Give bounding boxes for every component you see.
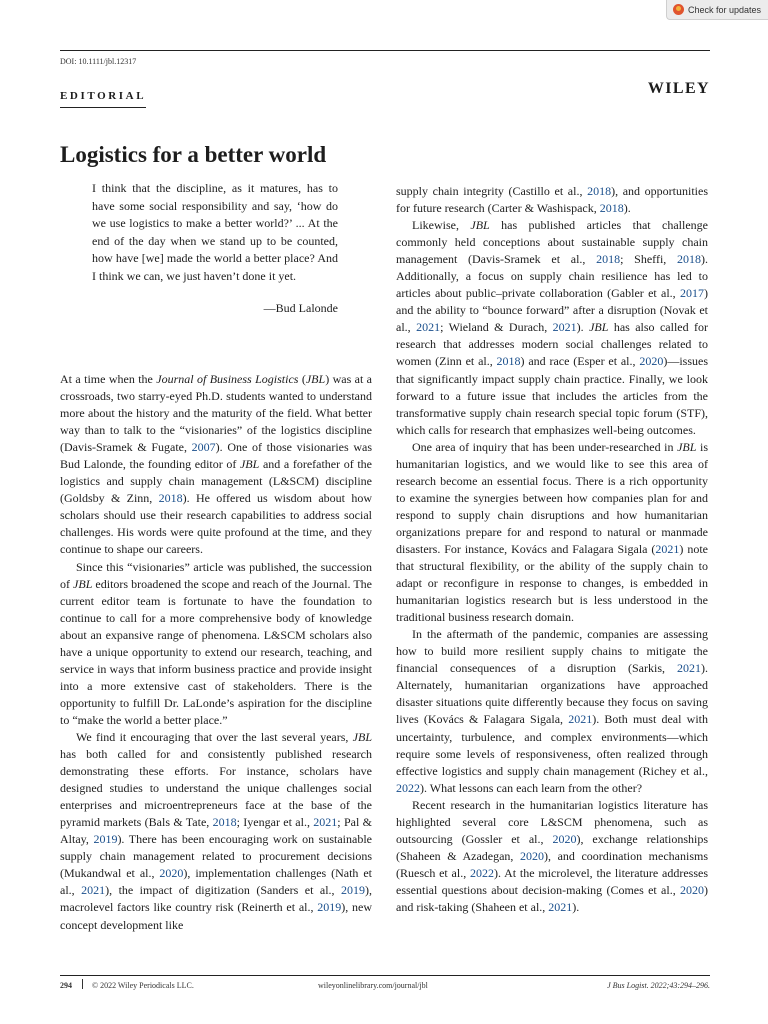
page-number: 294 bbox=[60, 981, 72, 990]
journal-url[interactable]: wileyonlinelibrary.com/journal/jbl bbox=[318, 981, 428, 990]
body-paragraph: Likewise, JBL has published articles that challenge commonly held conceptions about sustainable supply chain management (Davis-Sramek et al., 2018; Sheffi, 2018). Additionally, a focus on supply chain resilience has led to articles about public–private collaboration (Gabler et al., 2017) and the ability to “bounce forward” after a disruption (Novak et al., 2021; Wieland & Durach, 2021). JBL has also called for research that addresses modern social challenges related to women (Zinn et al., 2018) and race (Esper et al., 2020)—issues that significantly impact supply chain practice. Finally, we look forward to a future issue that includes the articles from the transformative supply chain research special topic forum (STF), which calls for research that emphasizes well-being outcomes. bbox=[396, 218, 709, 437]
section-label: EDITORIAL bbox=[60, 90, 147, 102]
epigraph-quote: I think that the discipline, as it matures, has to have some social responsibility and say, ‘how do we use logistics to make a better world?’ ... At the end of the day when we stand up to be counted, how have [we] made the world a better place? And I think we can, we just haven’t done it yet. bbox=[92, 181, 338, 283]
copyright: © 2022 Wiley Periodicals LLC. bbox=[92, 981, 194, 990]
body-column-right bbox=[396, 183, 708, 916]
check-for-updates-button[interactable] bbox=[666, 0, 768, 20]
header-rule bbox=[60, 50, 710, 51]
footer-rule bbox=[60, 975, 710, 976]
crossmark-icon bbox=[673, 4, 684, 15]
publisher-logo: WILEY bbox=[647, 80, 710, 97]
epigraph-attribution: —Bud Lalonde bbox=[263, 301, 338, 315]
body-paragraph: One area of inquiry that has been under-researched in JBL is humanitarian logistics, and we would like to see this area of research become an essential focus. There is a rich opportunity to examine the synergies between how companies plan for and respond to supply chain disruptions and how humanitarian organizations prepare for and respond to natural or manmade disasters. For instance, Kovács and Falagara Sigala (2021) note that structural flexibility, or the ability of the supply chain to adapt or reconfigure in response to changes, is embedded in humanitarian logistics research but is less understood in the traditional business research domain. bbox=[396, 439, 708, 625]
body-paragraph: We find it encouraging that over the last several years, JBL has both called for and consistently published research demonstrating these efforts. For instance, scholars have designed studies to understand the unique challenges social enterprises and microentrepreneurs face at the base of the pyramid markets (Bals & Tate, 2018; Iyengar et al., 2021; Pal & Altay, 2019). There has been encouraging work on sustainable supply chain management related to procurement decisions (Mukandwal et al., 2020), implementation challenges (Nath et al., 2021), the impact of digitization (Sanders et al., 2019), macrolevel factors like country risk (Reinerth et al., 2019), new concept development like bbox=[60, 729, 373, 932]
body-column-left bbox=[60, 371, 372, 934]
section-underline bbox=[60, 107, 146, 108]
doi: DOI: 10.1111/jbl.12317 bbox=[60, 57, 137, 66]
body-paragraph: supply chain integrity (Castillo et al., 2018), and opportunities for future research (Carter & Washispack, 2018). bbox=[396, 184, 708, 216]
article-title: Logistics for a better world bbox=[60, 142, 327, 167]
check-for-updates-label: Check for updates bbox=[688, 4, 762, 15]
journal-citation: J Bus Logist. 2022;43:294–296. bbox=[607, 981, 710, 990]
body-paragraph: Recent research in the humanitarian logistics literature has highlighted several core L&SCM phenomena, such as outsourcing (Gossler et al., 2020), exchange relationships (Shaheen & Azadegan, 2020), and coordination mechanisms (Ruesch et al., 2022). At the microlevel, the literature addresses essential questions about decision-making (Comes et al., 2020) and risk-taking (Shaheen et al., 2021). bbox=[396, 797, 709, 914]
body-paragraph: At a time when the Journal of Business Logistics (JBL) was at a crossroads, two starry-eyed Ph.D. students wanted to understand more about the history and the maturity of the field. What better way than to talk to the “visionaries” of the logistics discipline (Davis-Sramek & Fugate, 2007). One of those visionaries was Bud Lalonde, the founding editor of JBL and a forefather of the logistics and supply chain management (L&SCM) discipline (Goldsby & Zinn, 2018). He offered us wisdom about how scholars should use their research capabilities to address social challenges. His words were quite profound at the time, and they continue to shape our careers. bbox=[60, 372, 373, 557]
footer-separator bbox=[82, 979, 83, 989]
body-paragraph: In the aftermath of the pandemic, companies are assessing how to build more resilient supply chains to mitigate the financial consequences of a disruption (Sarkis, 2021). Alternately, humanitarian organizations have approached disaster situations quite differently because they focus on saving lives (Kovács & Falagara Sigala, 2021). Both must deal with uncertainty, turbulence, and complex environments—which require some levels of responsiveness, often realized through effective logistics and supply chain management (Richey et al., 2022). What lessons can each learn from the other? bbox=[396, 627, 708, 795]
body-paragraph: Since this “visionaries” article was published, the succession of JBL editors broadened the scope and reach of the Journal. The current editor team is fortunate to have the foundation to continue to call for a more comprehensive body of knowledge about an expansive range of phenomena. L&SCM scholars also have a unique opportunity to extend our research, teaching, and service in ways that inform business practice and provide insight into a more extensive cast of stakeholders. There is the opportunity to fulfill Dr. LaLonde’s aspiration for the discipline to “make the world a better place.” bbox=[60, 559, 372, 727]
